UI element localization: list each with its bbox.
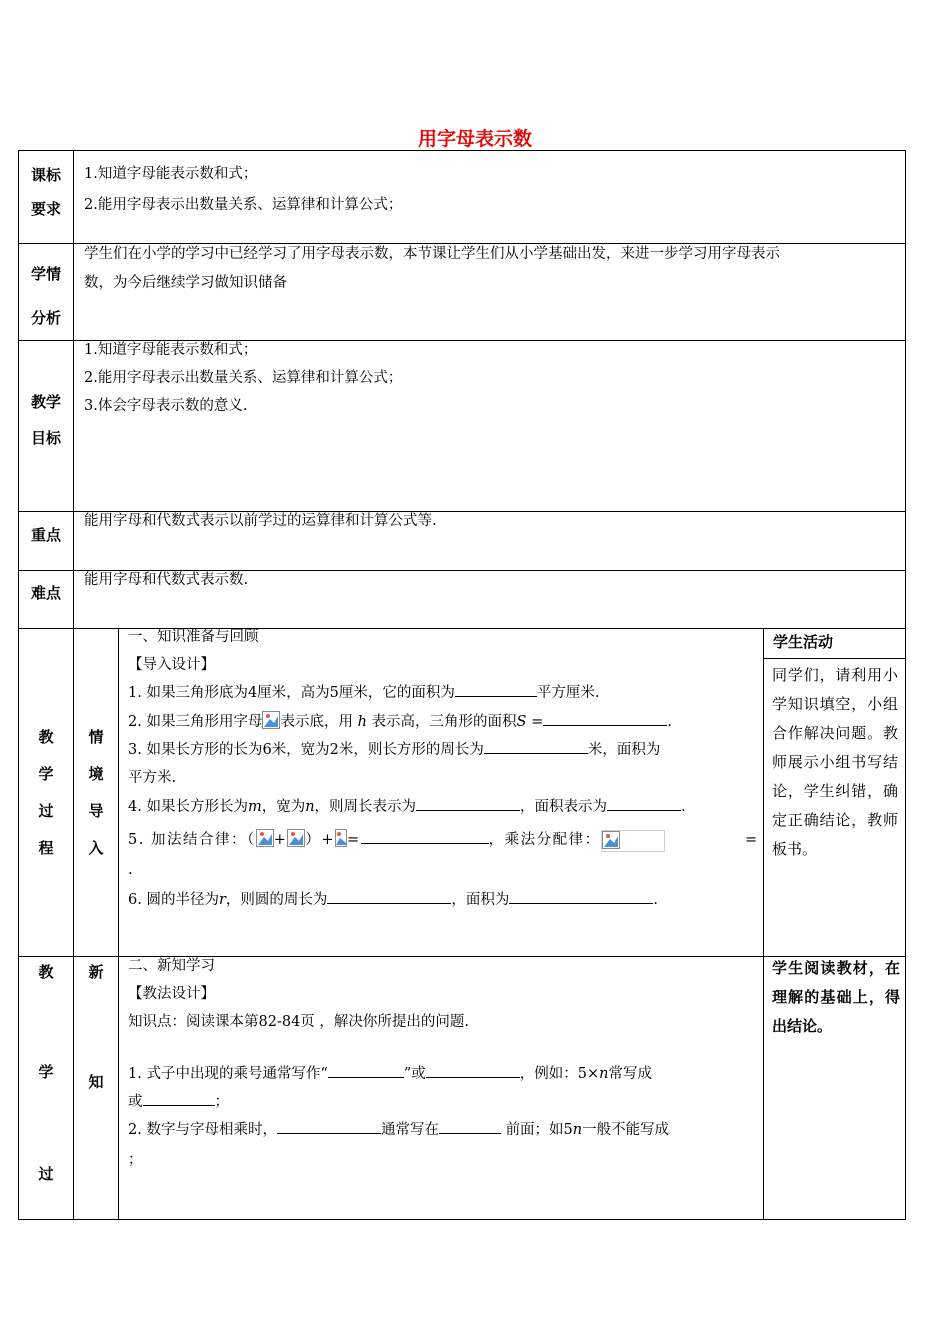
question-5-eq: = [745,832,758,848]
question-5-end: . [128,862,133,878]
row-label-curriculum: 课标 要求 [30,166,61,218]
difficulty-text: 能用字母和代数式表示数. [84,572,249,588]
question-1: 1. 如果三角形底为4厘米，高为5厘米，它的面积为 平方厘米. [128,679,600,707]
section1-heading: 一、知识准备与回顾 [128,629,259,645]
formula-image-icon [601,830,665,852]
stage-label-intro: 情 境 导 入 [88,728,104,857]
answer-blank[interactable] [361,826,489,844]
new-question-1-cont: 或 ； [128,1088,229,1116]
answer-blank[interactable] [509,886,653,904]
question-6: 6. 圆的半径为r，则圆的周长为 ，面积为 . [128,886,658,914]
activity-text-2: 学生阅读教材，在理解的基础上，得出结论。 [772,959,900,1035]
objectives-line-1: 1.知道字母能表示数和式； [84,342,258,358]
row-label-key-point: 重点 [30,526,61,544]
answer-blank[interactable] [607,793,681,811]
formula-image-icon [335,829,347,847]
answer-blank[interactable] [416,793,520,811]
key-point-text: 能用字母和代数式表示以前学过的运算律和计算公式等. [84,513,437,529]
curriculum-line-1: 1.知道字母能表示数和式； [84,166,258,182]
analysis-line-1: 学生们在小学的学习中已经学习了用字母表示数，本节课让学生们从小学基础出发，来进一步学习用字母表示 [84,246,780,262]
new-question-2: 2. 数字与字母相乘时， 通常写在 前面；如5n一般不能写成 [128,1116,669,1144]
activity-header: 学生活动 [773,633,834,651]
answer-blank[interactable] [277,1116,381,1134]
new-question-2-cont: ； [128,1152,143,1168]
section2-knowledge: 知识点：阅读课本第82-84页 ，解决你所提出的问题. [128,1014,470,1030]
formula-image-icon [256,829,274,847]
answer-blank[interactable] [327,886,451,904]
curriculum-line-2: 2.能用字母表示出数量关系、运算律和计算公式； [84,197,403,213]
answer-blank[interactable] [143,1088,215,1106]
section2-design: 【教法设计】 [128,986,215,1002]
page-title: 用字母表示数 [417,128,532,150]
row-label-objectives: 教学 目标 [30,393,61,447]
analysis-line-2: 数，为今后继续学习做知识储备 [84,275,287,291]
objectives-line-2: 2.能用字母表示出数量关系、运算律和计算公式； [84,370,403,386]
row-label-difficulty: 难点 [30,584,61,602]
section1-design: 【导入设计】 [128,657,215,673]
new-question-1: 1. 式子中出现的乘号通常写作“ ”或 ，例如：5×n常写成 [128,1060,652,1088]
question-5: 5. 加法结合律：（ + ）+ = ，乘法分配律： [128,826,665,854]
question-3: 3. 如果长方形的长为6米，宽为2米，则长方形的周长为 米，面积为 [128,736,660,764]
formula-image-icon [287,829,305,847]
row-label-process: 教 学 过 程 [38,728,54,857]
answer-blank[interactable] [439,1116,501,1134]
section2-heading: 二、新知学习 [128,958,215,974]
answer-blank[interactable] [543,708,667,726]
answer-blank[interactable] [484,736,588,754]
activity-text-1: 同学们，请利用小学知识填空，小组合作解决问题。教师展示小组书写结论，学生纠错，确定正确结论，教师板书。 [772,666,898,858]
question-3-cont: 平方米. [128,770,177,786]
answer-blank[interactable] [328,1060,404,1078]
answer-blank[interactable] [426,1060,520,1078]
answer-blank[interactable] [455,679,537,697]
objectives-line-3: 3.体会字母表示数的意义. [84,398,248,414]
question-2: 2. 如果三角形用字母 表示底，用 h 表示高，三角形的面积S = . [128,708,672,736]
question-4: 4. 如果长方形长为m，宽为n，则周长表示为 ，面积表示为 . [128,793,686,821]
row-label-analysis: 学情 分析 [30,265,61,327]
formula-image-icon [262,711,280,729]
